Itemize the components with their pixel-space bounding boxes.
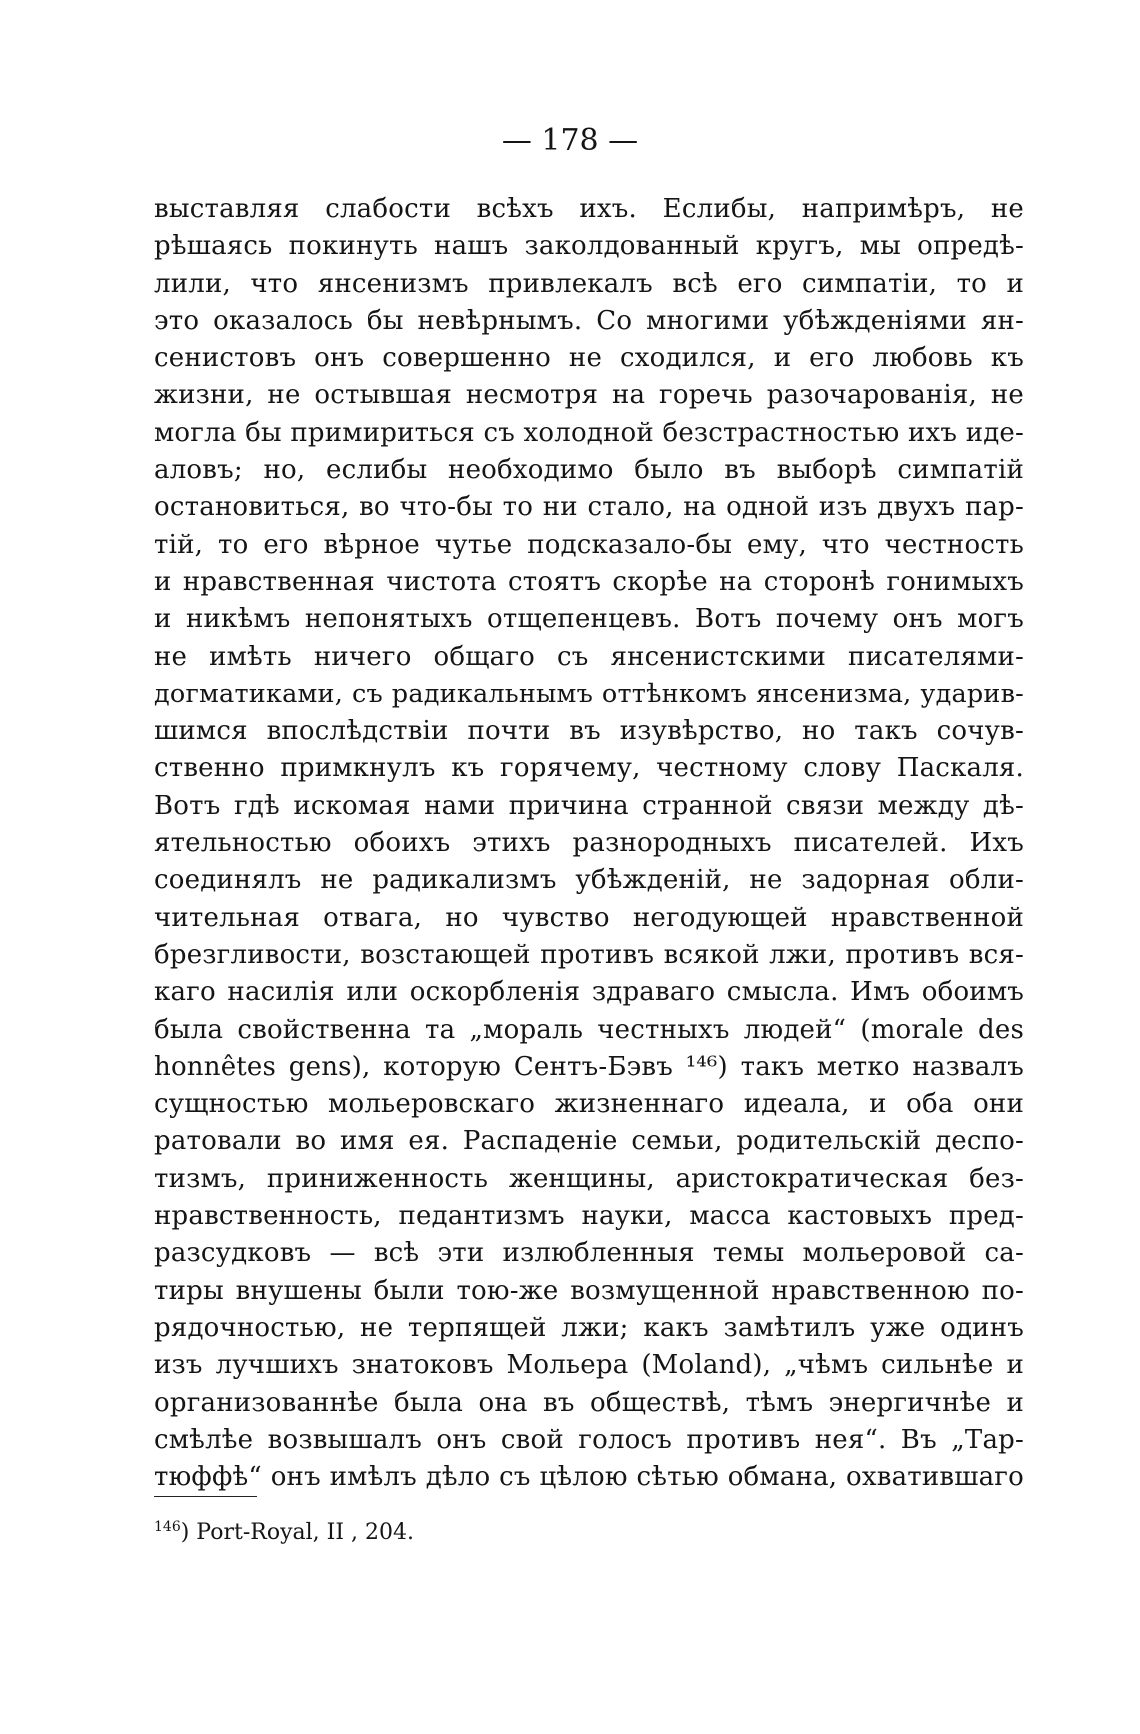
text-line: соединялъ не радикализмъ убѣжденій, не задорная обли- [154,865,1024,896]
text-line: могла бы примириться съ холодной безстрастностью ихъ иде- [154,417,1024,448]
text-line: догматиками, съ радикальнымъ оттѣнкомъ янсенизма, ударив- [154,678,1024,709]
text-line: рѣшаясь покинуть нашъ заколдованный кругъ, мы опредѣ- [154,231,1024,262]
text-line: нравственность, педантизмъ науки, масса кастовыхъ пред- [154,1201,1024,1232]
text-line: honnêtes gens), которую Сентъ-Бэвъ ¹⁴⁶) такъ метко назвалъ [154,1051,1024,1082]
text-line: ственно примкнулъ къ горячему, честному слову Паскаля. [154,753,1024,784]
text-line: смѣлѣе возвышалъ онъ свой голосъ противъ нея“. Въ „Тар- [154,1424,1024,1455]
footnote [154,1512,414,1548]
text-line: каго насилія или оскорбленія здраваго смысла. Имъ обоимъ [154,977,1024,1008]
text-line: тій, то его вѣрное чутье подсказало-бы ему, что честность [154,529,1024,560]
text-line: изъ лучшихъ знатоковъ Мольера (Moland), „чѣмъ сильнѣе и [154,1350,1024,1381]
text-line: была свойственна та „мораль честныхъ людей“ (morale des [154,1014,1024,1045]
text-line: остановиться, во что-бы то ни стало, на одной изъ двухъ пар- [154,492,1024,523]
text-line: тизмъ, приниженность женщины, аристократическая без- [154,1163,1024,1194]
page-number: — 178 — [501,123,639,158]
text-line: лили, что янсенизмъ привлекалъ всѣ его симпатіи, то и [154,268,1024,299]
footnote-divider [154,1496,257,1497]
text-line: аловъ; но, еслибы необходимо было въ выборѣ симпатій [154,455,1024,486]
text-line: и никѣмъ непонятыхъ отщепенцевъ. Вотъ почему онъ могъ [154,604,1024,635]
text-line: жизни, не остывшая несмотря на горечь разочарованія, не [154,380,1024,411]
text-line: сенистовъ онъ совершенно не сходился, и его любовь къ [154,343,1024,374]
text-line: выставляя слабости всѣхъ ихъ. Еслибы, напримѣръ, не [154,194,1024,224]
text-line: брезгливости, возстающей противъ всякой лжи, противъ вся- [154,939,1024,970]
text-line: не имѣть ничего общаго съ янсенистскими писателями- [154,641,1024,672]
text-line: ратовали во имя ея. Распаденіе семьи, родительскій деспо- [154,1126,1024,1157]
text-line: рядочностью, не терпящей лжи; какъ замѣтилъ уже одинъ [154,1312,1024,1343]
text-line: организованнѣе была она въ обществѣ, тѣмъ энергичнѣе и [154,1387,1024,1418]
text-line: ятельностью обоихъ этихъ разнородныхъ писателей. Ихъ [154,828,1024,859]
text-line: и нравственная чистота стоятъ скорѣе на сторонѣ гонимыхъ [154,566,1024,597]
text-line: это оказалось бы невѣрнымъ. Со многими убѣжденіями ян- [154,305,1024,336]
footnote-text: ) Port-Royal, II , 204. [180,1520,414,1545]
body-text [154,191,1024,1496]
text-line: тиры внушены были тою-же возмущенной нравственною по- [154,1275,1024,1306]
text-line: тюффѣ“ онъ имѣлъ дѣло съ цѣлою сѣтью обмана, охватившаго [154,1462,1024,1493]
footnote-number: 146 [154,1519,181,1535]
text-line: разсудковъ — всѣ эти излюбленныя темы мольеровой са- [154,1238,1024,1269]
text-line: сущностью мольеровскаго жизненнаго идеала, и оба они [154,1089,1024,1120]
text-line: Вотъ гдѣ искомая нами причина странной связи между дѣ- [154,790,1024,821]
text-line: чительная отвага, но чувство негодующей нравственной [154,902,1024,933]
text-line: шимся впослѣдствіи почти въ изувѣрство, но такъ сочув- [154,716,1024,747]
